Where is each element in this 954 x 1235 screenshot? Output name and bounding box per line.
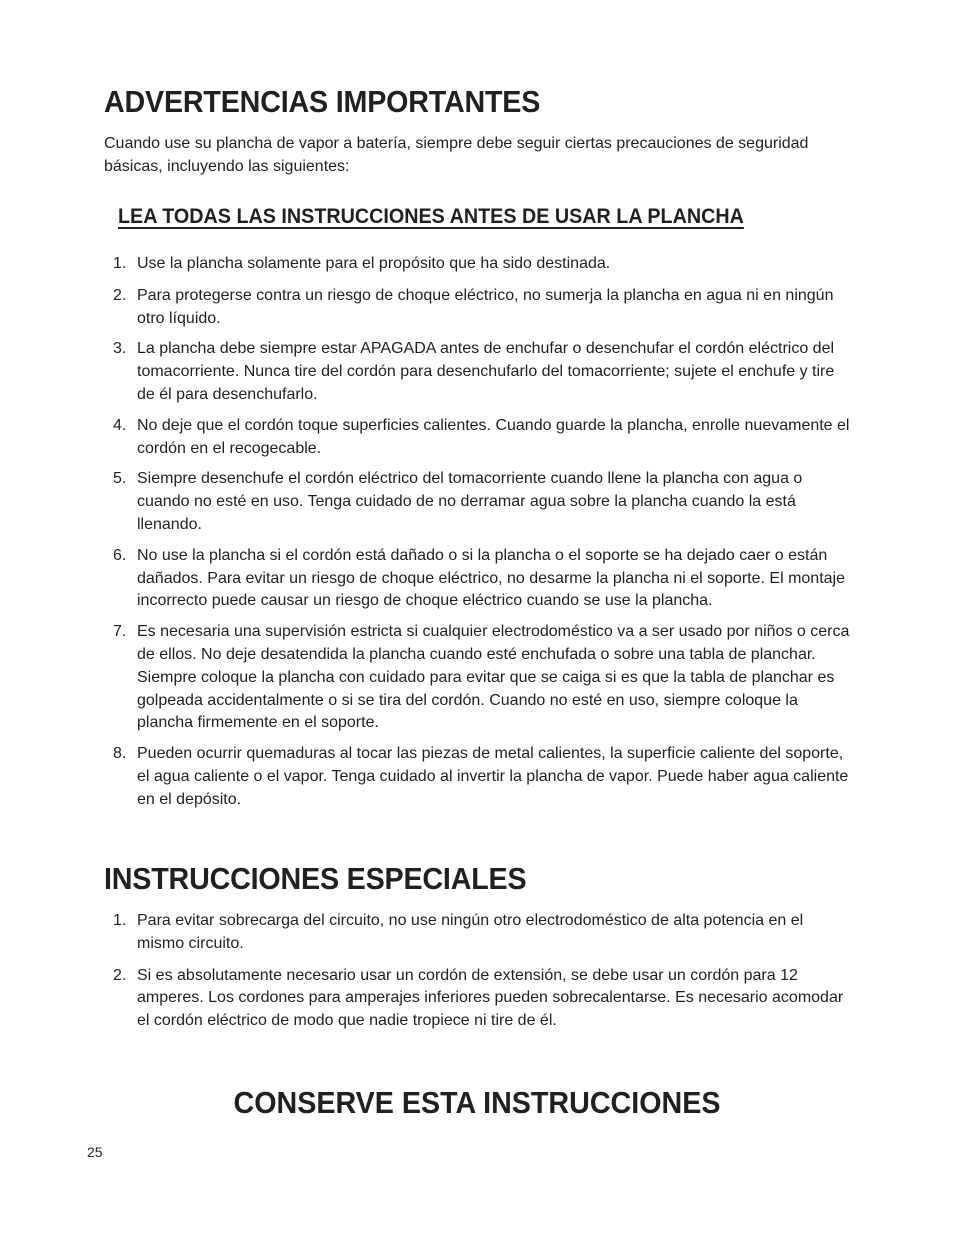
list-item (104, 253, 854, 276)
heading-keep-instructions (0, 1085, 954, 1121)
heading-special-instructions: INSTRUCCIONES ESPECIALES (104, 862, 527, 896)
item-number: 2. (113, 286, 127, 304)
item-number: 8. (113, 745, 127, 763)
item-number: 7. (113, 623, 127, 641)
list-item (104, 415, 854, 461)
item-number: 3. (113, 340, 127, 358)
warnings-list (104, 253, 854, 812)
item-text: Es necesaria una supervisión estricta si cualquier electrodoméstico va a ser usado por niños o cerca de ellos. No deje desatendida la plancha cuando esté enchufada o sobre una tabla de planchar. Siempre coloque la plancha con cuidado para evitar que se caiga si es que la tabla de planchar es golpeada accidentalmente o si se tira del cordón. Cuando no esté en uso, siempre coloque la plancha firmemente en el soporte. (137, 623, 850, 732)
list-item (104, 285, 854, 331)
special-instructions-list (104, 910, 854, 1033)
list-item (104, 910, 854, 956)
item-text: Para protegerse contra un riesgo de choque eléctrico, no sumerja la plancha en agua ni en ningún otro líquido. (137, 286, 834, 327)
list-item (104, 621, 854, 735)
list-item (104, 545, 854, 613)
item-text: Use la plancha solamente para el propósito que ha sido destinada. (137, 255, 611, 272)
subheading-read-instructions: LEA TODAS LAS INSTRUCCIONES ANTES DE USAR LA PLANCHA (118, 205, 744, 228)
item-number: 1. (113, 912, 127, 929)
list-item (104, 338, 854, 406)
item-text: Pueden ocurrir quemaduras al tocar las piezas de metal calientes, la superficie caliente del soporte, el agua caliente o el vapor. Tenga cuidado al invertir la plancha de vapor. Puede haber agua caliente en el depósito. (137, 745, 849, 808)
item-text: No use la plancha si el cordón está dañado o si la plancha o el soporte se ha dejado caer o están dañados. Para evitar un riesgo de choque eléctrico, no desarme la plancha ni el soporte. El montaje incorrecto puede causar un riesgo de choque eléctrico cuando se use la plancha. (137, 546, 845, 610)
item-number: 4. (113, 416, 127, 434)
heading-important-warnings: ADVERTENCIAS IMPORTANTES (104, 85, 541, 119)
item-text: Si es absolutamente necesario usar un cordón de extensión, se debe usar un cordón para 12 amperes. Los cordones para amperajes inferiores pueden sobrecalentarse. Es necesario acomodar el cordón eléctrico de modo que nadie tropiece ni tire de él. (137, 966, 844, 1030)
list-item (104, 965, 854, 1033)
heading-keep-instructions-text: CONSERVE ESTA INSTRUCCIONES (233, 1086, 721, 1120)
list-item (104, 468, 854, 536)
item-text: Para evitar sobrecarga del circuito, no use ningún otro electrodoméstico de alta potencia en el mismo circuito. (137, 912, 804, 952)
intro-paragraph: Cuando use su plancha de vapor a batería, siempre debe seguir ciertas precauciones de seguridad básicas, incluyendo las siguientes: (104, 135, 809, 175)
item-text: No deje que el cordón toque superficies calientes. Cuando guarde la plancha, enrolle nuevamente el cordón en el recogecable. (137, 416, 850, 457)
item-number: 5. (113, 470, 127, 488)
page-number: 25 (87, 1144, 103, 1160)
item-text: La plancha debe siempre estar APAGADA antes de enchufar o desenchufar el cordón eléctrico del tomacorriente. Nunca tire del cordón para desenchufarlo del tomacorriente; sujete el enchufe y tire de él para desenchufarlo. (137, 340, 835, 403)
item-number: 6. (113, 546, 127, 564)
item-number: 1. (113, 255, 127, 272)
item-text: Siempre desenchufe el cordón eléctrico del tomacorriente cuando llene la plancha con agua o cuando no esté en uso. Tenga cuidado de no derramar agua sobre la plancha cuando la está llenando. (137, 470, 803, 533)
item-number: 2. (113, 966, 127, 984)
list-item (104, 743, 854, 811)
